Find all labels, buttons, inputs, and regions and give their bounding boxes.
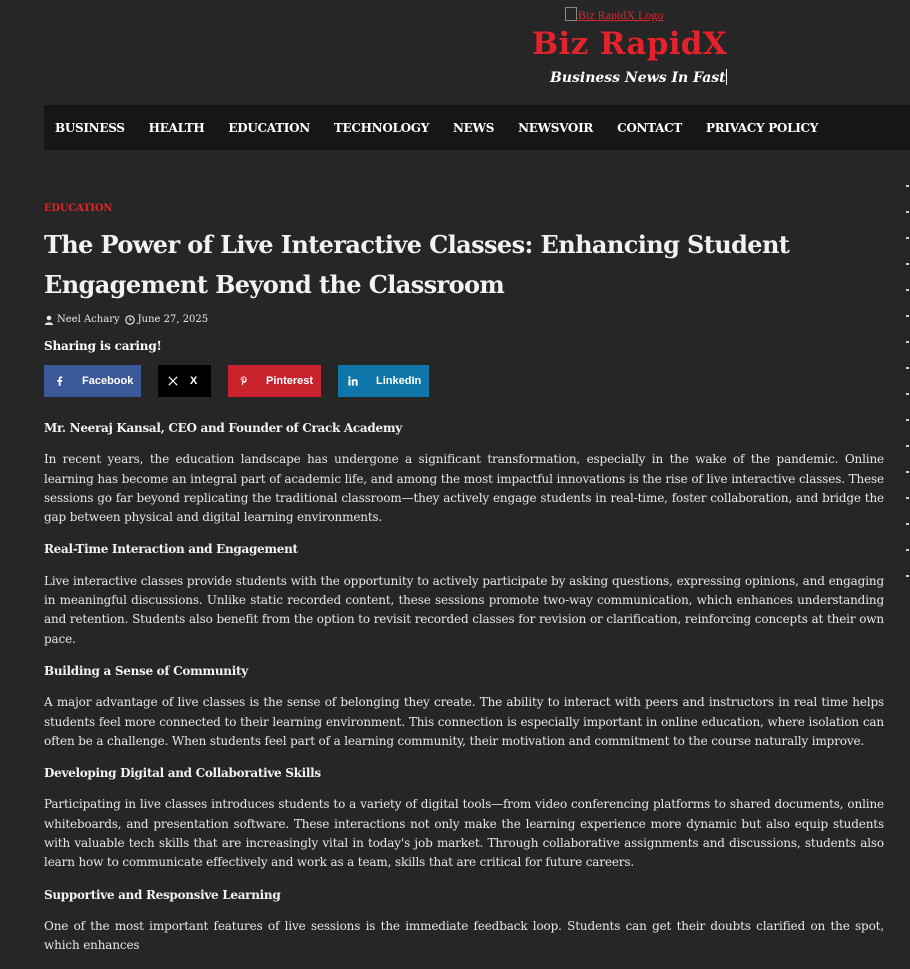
sidebar-fragment: [906, 237, 909, 239]
sidebar-fragment: [906, 393, 909, 395]
byline: Mr. Neeraj Kansal, CEO and Founder of Crack Academy: [44, 421, 402, 435]
clock-icon: [125, 315, 135, 325]
sidebar-edge: [906, 185, 910, 625]
sidebar-fragment: [906, 367, 909, 369]
sidebar-fragment: [906, 549, 909, 551]
sidebar-fragment: [906, 445, 909, 447]
user-icon: [44, 315, 54, 325]
article-meta: [44, 314, 884, 325]
section-paragraph: A major advantage of live classes is the sense of belonging they create. The ability to interact with peers and instructors in real time helps students feel more connected to their learning environment. This connection is especially important in online education, where isolation can often be a challenge. When students feel part of a learning community, their motivation and commitment to the course naturally improve.: [44, 695, 884, 748]
nav-item-news[interactable]: NEWS: [453, 120, 495, 135]
section-heading: Real-Time Interaction and Engagement: [44, 542, 298, 557]
section-paragraph: Live interactive classes provide students with the opportunity to actively participate by asking questions, expressing opinions, and engaging in meaningful discussions. Unlike static recorded content, these sessions promote two-way communication, which enhances understanding and retention. Students also benefit from the option to revisit recorded classes for revision or clarification, reinforcing concepts at their own pace.: [44, 573, 884, 646]
tagline-text: Business News In Fast: [550, 70, 726, 86]
category-link[interactable]: EDUCATION: [44, 203, 113, 214]
linkedin-label: LinkedIn: [376, 375, 422, 387]
facebook-share-button[interactable]: [44, 365, 141, 397]
broken-image-icon: [565, 7, 577, 21]
sidebar-fragment: [906, 471, 909, 473]
sharing-label: Sharing is caring!: [44, 339, 162, 353]
nav-item-newsvoir[interactable]: NEWSVOIR: [518, 120, 594, 135]
author-link[interactable]: Neel Achary: [57, 314, 120, 325]
facebook-label: Facebook: [82, 375, 134, 387]
site-tagline: [550, 69, 727, 86]
sidebar-fragment: [906, 523, 909, 525]
x-logo-icon: [158, 376, 188, 386]
section-paragraph: Participating in live classes introduces students to a variety of digital tools—from video conferencing platforms to shared documents, online whiteboards, and presentation software. These interactions not only make the learning experience more dynamic but also equip students with valuable tech skills that are increasingly vital in today's job market. Through collaborative assignments and discussions, students also learn how to communicate effectively and work as a team, skills that are critical for future careers.: [44, 797, 884, 870]
sidebar-fragment: [906, 185, 909, 187]
sidebar-fragment: [906, 575, 909, 577]
article-title: The Power of Live Interactive Classes: Enhancing Student Engagement Beyond the Classroom: [44, 230, 790, 299]
site-header: [0, 0, 910, 105]
site-logo-link[interactable]: [565, 7, 663, 23]
section-heading: Developing Digital and Collaborative Skills: [44, 766, 321, 781]
section-heading: Building a Sense of Community: [44, 663, 248, 678]
x-label: X: [190, 375, 198, 387]
intro-paragraph: In recent years, the education landscape has undergone a significant transformation, especially in the wake of the pandemic. Online learning has become an integral part of academic life, and among the most impactful innovations is the rise of live interactive classes. These sessions go far beyond replicating the traditional classroom—they actively engage students in real-time, foster collaboration, and bridge the gap between physical and digital learning environments.: [44, 452, 884, 525]
article: [44, 203, 884, 969]
facebook-icon: [44, 376, 74, 386]
nav-item-technology[interactable]: TECHNOLOGY: [333, 120, 429, 135]
pinterest-share-button[interactable]: [228, 365, 321, 397]
main-navigation: [44, 105, 910, 150]
nav-item-contact[interactable]: CONTACT: [617, 120, 682, 135]
nav-item-health[interactable]: HEALTH: [148, 120, 205, 135]
sidebar-fragment: [906, 341, 909, 343]
date-wrap: [125, 314, 209, 325]
sidebar-fragment: [906, 315, 909, 317]
x-share-button[interactable]: [158, 365, 211, 397]
pinterest-icon: [228, 376, 258, 386]
linkedin-icon: [338, 376, 368, 386]
logo-alt-text: Biz RapidX Logo: [578, 8, 664, 22]
site-title[interactable]: Biz RapidX: [532, 26, 728, 62]
text-caret: [726, 69, 727, 85]
sidebar-fragment: [906, 289, 909, 291]
article-body: [44, 419, 884, 956]
sidebar-fragment: [906, 419, 909, 421]
nav-item-business[interactable]: BUSINESS: [55, 120, 125, 135]
sidebar-fragment: [906, 497, 909, 499]
sidebar-fragment: [906, 211, 909, 213]
publish-date: June 27, 2025: [137, 314, 209, 325]
sidebar-fragment: [906, 263, 909, 265]
share-buttons: [44, 365, 884, 397]
section-heading: Supportive and Responsive Learning: [44, 887, 281, 902]
section-paragraph: One of the most important features of live sessions is the immediate feedback loop. Students can get their doubts clarified on the spot, which enhances: [44, 918, 884, 953]
nav-item-privacy-policy[interactable]: PRIVACY POLICY: [706, 120, 819, 135]
nav-item-education[interactable]: EDUCATION: [228, 120, 310, 135]
linkedin-share-button[interactable]: [338, 365, 429, 397]
pinterest-label: Pinterest: [266, 375, 314, 387]
